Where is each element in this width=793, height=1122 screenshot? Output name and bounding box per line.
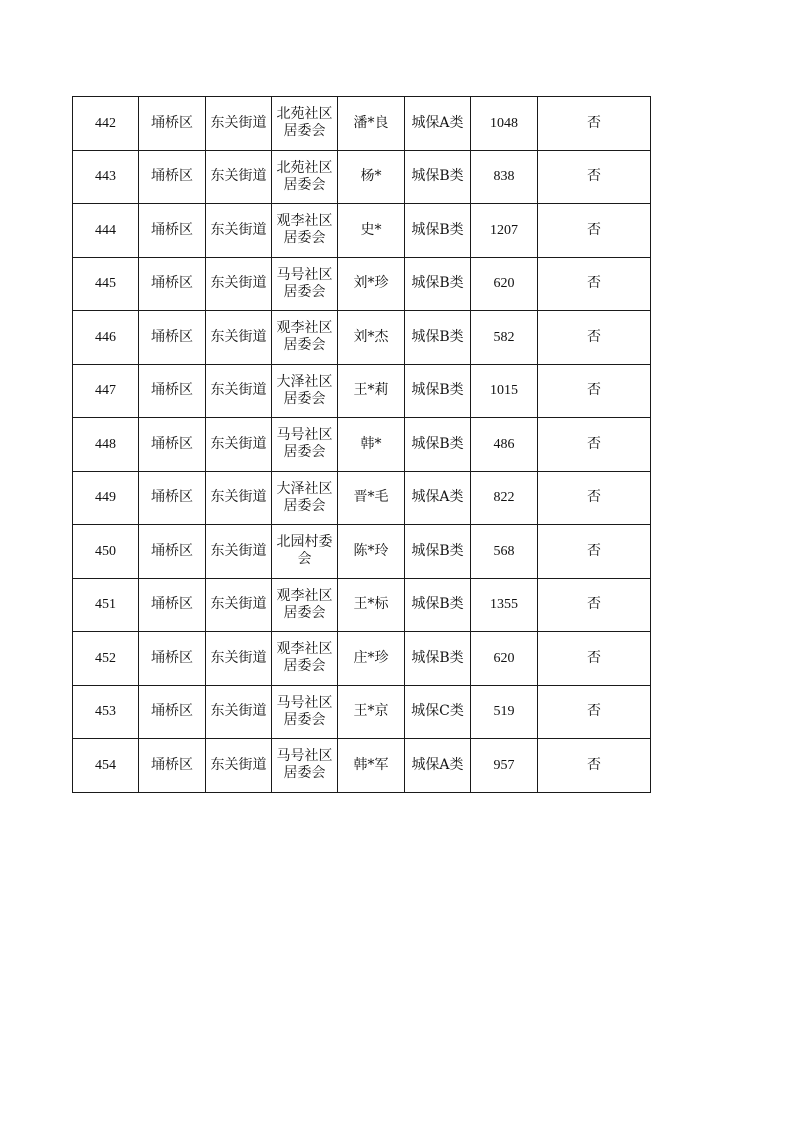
flag-cell: 否	[538, 739, 651, 793]
amount-cell: 1015	[471, 364, 538, 418]
flag-cell: 否	[538, 578, 651, 632]
category-cell: 城保A类	[405, 739, 471, 793]
community-cell: 马号社区居委会	[272, 685, 338, 739]
street-cell: 东关街道	[206, 204, 272, 258]
row-number-cell: 448	[73, 418, 139, 472]
flag-cell: 否	[538, 311, 651, 365]
district-cell: 埇桥区	[139, 204, 206, 258]
row-number-cell: 451	[73, 578, 139, 632]
flag-cell: 否	[538, 525, 651, 579]
street-cell: 东关街道	[206, 418, 272, 472]
street-cell: 东关街道	[206, 150, 272, 204]
amount-cell: 582	[471, 311, 538, 365]
district-cell: 埇桥区	[139, 257, 206, 311]
category-cell: 城保A类	[405, 471, 471, 525]
row-number-cell: 453	[73, 685, 139, 739]
community-cell: 观李社区居委会	[272, 578, 338, 632]
district-cell: 埇桥区	[139, 97, 206, 151]
category-cell: 城保B类	[405, 204, 471, 258]
street-cell: 东关街道	[206, 97, 272, 151]
community-cell: 北苑社区居委会	[272, 97, 338, 151]
table-row	[73, 311, 651, 365]
amount-cell: 620	[471, 257, 538, 311]
amount-cell: 519	[471, 685, 538, 739]
table-row	[73, 739, 651, 793]
district-cell: 埇桥区	[139, 525, 206, 579]
amount-cell: 1207	[471, 204, 538, 258]
amount-cell: 822	[471, 471, 538, 525]
name-cell: 刘*珍	[338, 257, 405, 311]
district-cell: 埇桥区	[139, 150, 206, 204]
table-body	[73, 97, 651, 793]
district-cell: 埇桥区	[139, 578, 206, 632]
row-number-cell: 454	[73, 739, 139, 793]
category-cell: 城保B类	[405, 311, 471, 365]
amount-cell: 1355	[471, 578, 538, 632]
row-number-cell: 443	[73, 150, 139, 204]
street-cell: 东关街道	[206, 578, 272, 632]
category-cell: 城保B类	[405, 418, 471, 472]
street-cell: 东关街道	[206, 311, 272, 365]
community-cell: 北苑社区居委会	[272, 150, 338, 204]
street-cell: 东关街道	[206, 632, 272, 686]
name-cell: 庄*珍	[338, 632, 405, 686]
category-cell: 城保B类	[405, 525, 471, 579]
table-row	[73, 685, 651, 739]
district-cell: 埇桥区	[139, 418, 206, 472]
table-row	[73, 525, 651, 579]
community-cell: 观李社区居委会	[272, 311, 338, 365]
table-row	[73, 257, 651, 311]
row-number-cell: 445	[73, 257, 139, 311]
category-cell: 城保B类	[405, 364, 471, 418]
name-cell: 杨*	[338, 150, 405, 204]
row-number-cell: 447	[73, 364, 139, 418]
street-cell: 东关街道	[206, 364, 272, 418]
flag-cell: 否	[538, 150, 651, 204]
flag-cell: 否	[538, 257, 651, 311]
row-number-cell: 452	[73, 632, 139, 686]
row-number-cell: 442	[73, 97, 139, 151]
flag-cell: 否	[538, 471, 651, 525]
row-number-cell: 446	[73, 311, 139, 365]
name-cell: 晋*毛	[338, 471, 405, 525]
name-cell: 王*京	[338, 685, 405, 739]
district-cell: 埇桥区	[139, 739, 206, 793]
community-cell: 大泽社区居委会	[272, 364, 338, 418]
flag-cell: 否	[538, 418, 651, 472]
community-cell: 观李社区居委会	[272, 204, 338, 258]
district-cell: 埇桥区	[139, 364, 206, 418]
row-number-cell: 450	[73, 525, 139, 579]
district-cell: 埇桥区	[139, 311, 206, 365]
table-row	[73, 578, 651, 632]
name-cell: 潘*良	[338, 97, 405, 151]
street-cell: 东关街道	[206, 685, 272, 739]
street-cell: 东关街道	[206, 471, 272, 525]
amount-cell: 486	[471, 418, 538, 472]
community-cell: 马号社区居委会	[272, 418, 338, 472]
table-row	[73, 150, 651, 204]
category-cell: 城保B类	[405, 257, 471, 311]
category-cell: 城保B类	[405, 578, 471, 632]
table-row	[73, 632, 651, 686]
table-row	[73, 364, 651, 418]
street-cell: 东关街道	[206, 525, 272, 579]
community-cell: 大泽社区居委会	[272, 471, 338, 525]
flag-cell: 否	[538, 685, 651, 739]
street-cell: 东关街道	[206, 739, 272, 793]
row-number-cell: 449	[73, 471, 139, 525]
amount-cell: 1048	[471, 97, 538, 151]
table-row	[73, 204, 651, 258]
name-cell: 王*标	[338, 578, 405, 632]
district-cell: 埇桥区	[139, 685, 206, 739]
name-cell: 陈*玲	[338, 525, 405, 579]
row-number-cell: 444	[73, 204, 139, 258]
category-cell: 城保B类	[405, 150, 471, 204]
district-cell: 埇桥区	[139, 471, 206, 525]
community-cell: 北园村委会	[272, 525, 338, 579]
table-row	[73, 97, 651, 151]
table-row	[73, 418, 651, 472]
amount-cell: 957	[471, 739, 538, 793]
name-cell: 韩*军	[338, 739, 405, 793]
name-cell: 刘*杰	[338, 311, 405, 365]
amount-cell: 838	[471, 150, 538, 204]
name-cell: 史*	[338, 204, 405, 258]
flag-cell: 否	[538, 364, 651, 418]
flag-cell: 否	[538, 97, 651, 151]
category-cell: 城保A类	[405, 97, 471, 151]
community-cell: 马号社区居委会	[272, 257, 338, 311]
flag-cell: 否	[538, 204, 651, 258]
district-cell: 埇桥区	[139, 632, 206, 686]
street-cell: 东关街道	[206, 257, 272, 311]
category-cell: 城保C类	[405, 685, 471, 739]
category-cell: 城保B类	[405, 632, 471, 686]
name-cell: 王*莉	[338, 364, 405, 418]
name-cell: 韩*	[338, 418, 405, 472]
community-cell: 观李社区居委会	[272, 632, 338, 686]
amount-cell: 620	[471, 632, 538, 686]
table-row	[73, 471, 651, 525]
community-cell: 马号社区居委会	[272, 739, 338, 793]
amount-cell: 568	[471, 525, 538, 579]
beneficiary-table	[72, 96, 651, 793]
flag-cell: 否	[538, 632, 651, 686]
